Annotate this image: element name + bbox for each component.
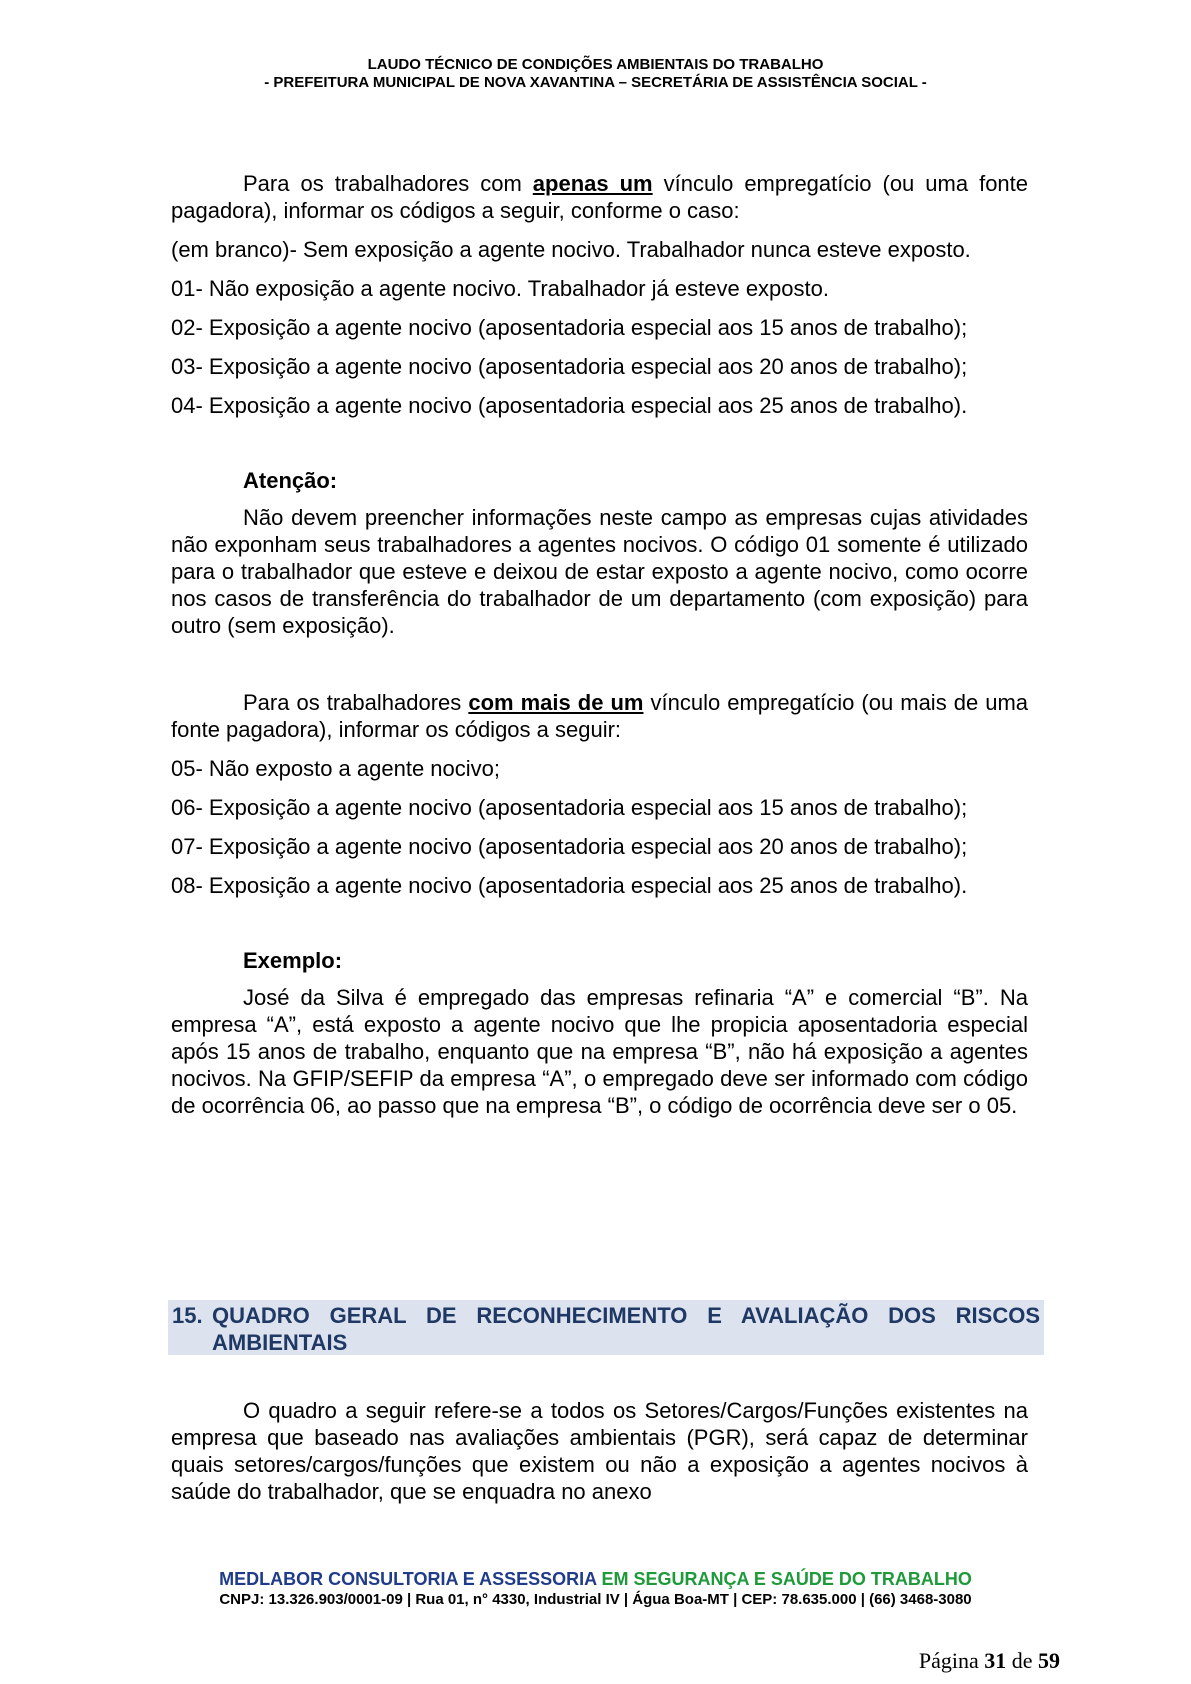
attention-paragraph: Não devem preencher informações neste campo as empresas cujas atividades não exponham seus trabalhadores a agentes nocivos. O código 01 somente é utilizado para o trabalhador que esteve e deixou de estar exposto a agente nocivo, como ocorre nos casos de transferência do trabalhador de um departamento (com exposição) para outro (sem exposição). <box>171 505 1028 638</box>
footer-company: MEDLABOR CONSULTORIA E ASSESSORIA EM SEGURANÇA E SAÚDE DO TRABALHO <box>219 1569 972 1589</box>
section-number: 15. <box>172 1303 203 1328</box>
document-footer <box>0 1568 1191 1610</box>
intro-paragraph-single: Para os trabalhadores com apenas um vínculo empregatício (ou uma fonte pagadora), informar os códigos a seguir, conforme o caso: <box>171 171 1029 223</box>
section-heading <box>168 1300 1044 1355</box>
code-item: 02- Exposição a agente nocivo (aposentadoria especial aos 15 anos de trabalho); <box>171 315 968 340</box>
section-title-line1: QUADRO GERAL DE RECONHECIMENTO E AVALIAÇÃO DOS RISCOS <box>212 1303 1040 1328</box>
code-item: 03- Exposição a agente nocivo (aposentadoria especial aos 20 anos de trabalho); <box>171 354 968 379</box>
code-item: (em branco)- Sem exposição a agente nocivo. Trabalhador nunca esteve exposto. <box>171 237 971 262</box>
code-item: 01- Não exposição a agente nocivo. Trabalhador já esteve exposto. <box>171 276 829 301</box>
section-title-line2: AMBIENTAIS <box>212 1330 348 1355</box>
header-subtitle: - PREFEITURA MUNICIPAL DE NOVA XAVANTINA – SECRETÁRIA DE ASSISTÊNCIA SOCIAL - <box>264 74 927 91</box>
emphasis-apenas-um: apenas um <box>532 171 653 196</box>
code-item: 04- Exposição a agente nocivo (aposentadoria especial aos 25 anos de trabalho). <box>171 393 968 418</box>
attention-heading: Atenção: <box>243 468 338 493</box>
section-paragraph: O quadro a seguir refere-se a todos os Setores/Cargos/Funções existentes na empresa que baseado nas avaliações ambientais (PGR), será capaz de determinar quais setores/cargos/funções que existem ou não a exposição a agentes nocivos à saúde do trabalhador, que se enquadra no anexo <box>171 1398 1028 1504</box>
code-item: 06- Exposição a agente nocivo (aposentadoria especial aos 15 anos de trabalho); <box>171 795 968 820</box>
footer-address: CNPJ: 13.326.903/0001-09 | Rua 01, n° 4330, Industrial IV | Água Boa-MT | CEP: 78.635.000 | (66) 3468-3080 <box>219 1591 972 1608</box>
emphasis-com-mais-de-um: com mais de um <box>468 690 644 715</box>
page-number: Página 31 de 59 <box>918 1648 1060 1673</box>
intro-paragraph-multiple: Para os trabalhadores com mais de um vínculo empregatício (ou mais de uma fonte pagadora), informar os códigos a seguir: <box>171 690 1029 742</box>
code-item: 05- Não exposto a agente nocivo; <box>171 756 501 781</box>
example-paragraph: José da Silva é empregado das empresas refinaria “A” e comercial “B”. Na empresa “A”, está exposto a agente nocivo que lhe propicia aposentadoria especial após 15 anos de trabalho, enquanto que na empresa “B”, não há exposição a agentes nocivos. Na GFIP/SEFIP da empresa “A”, o empregado deve ser informado com código de ocorrência 06, ao passo que na empresa “B”, o código de ocorrência deve ser o 05. <box>171 985 1028 1118</box>
main-content <box>171 170 1028 1119</box>
code-item: 08- Exposição a agente nocivo (aposentadoria especial aos 25 anos de trabalho). <box>171 873 968 898</box>
document-header <box>0 56 1191 92</box>
example-heading: Exemplo: <box>243 948 343 973</box>
code-item: 07- Exposição a agente nocivo (aposentadoria especial aos 20 anos de trabalho); <box>171 834 968 859</box>
header-title: LAUDO TÉCNICO DE CONDIÇÕES AMBIENTAIS DO TRABALHO <box>367 56 824 73</box>
